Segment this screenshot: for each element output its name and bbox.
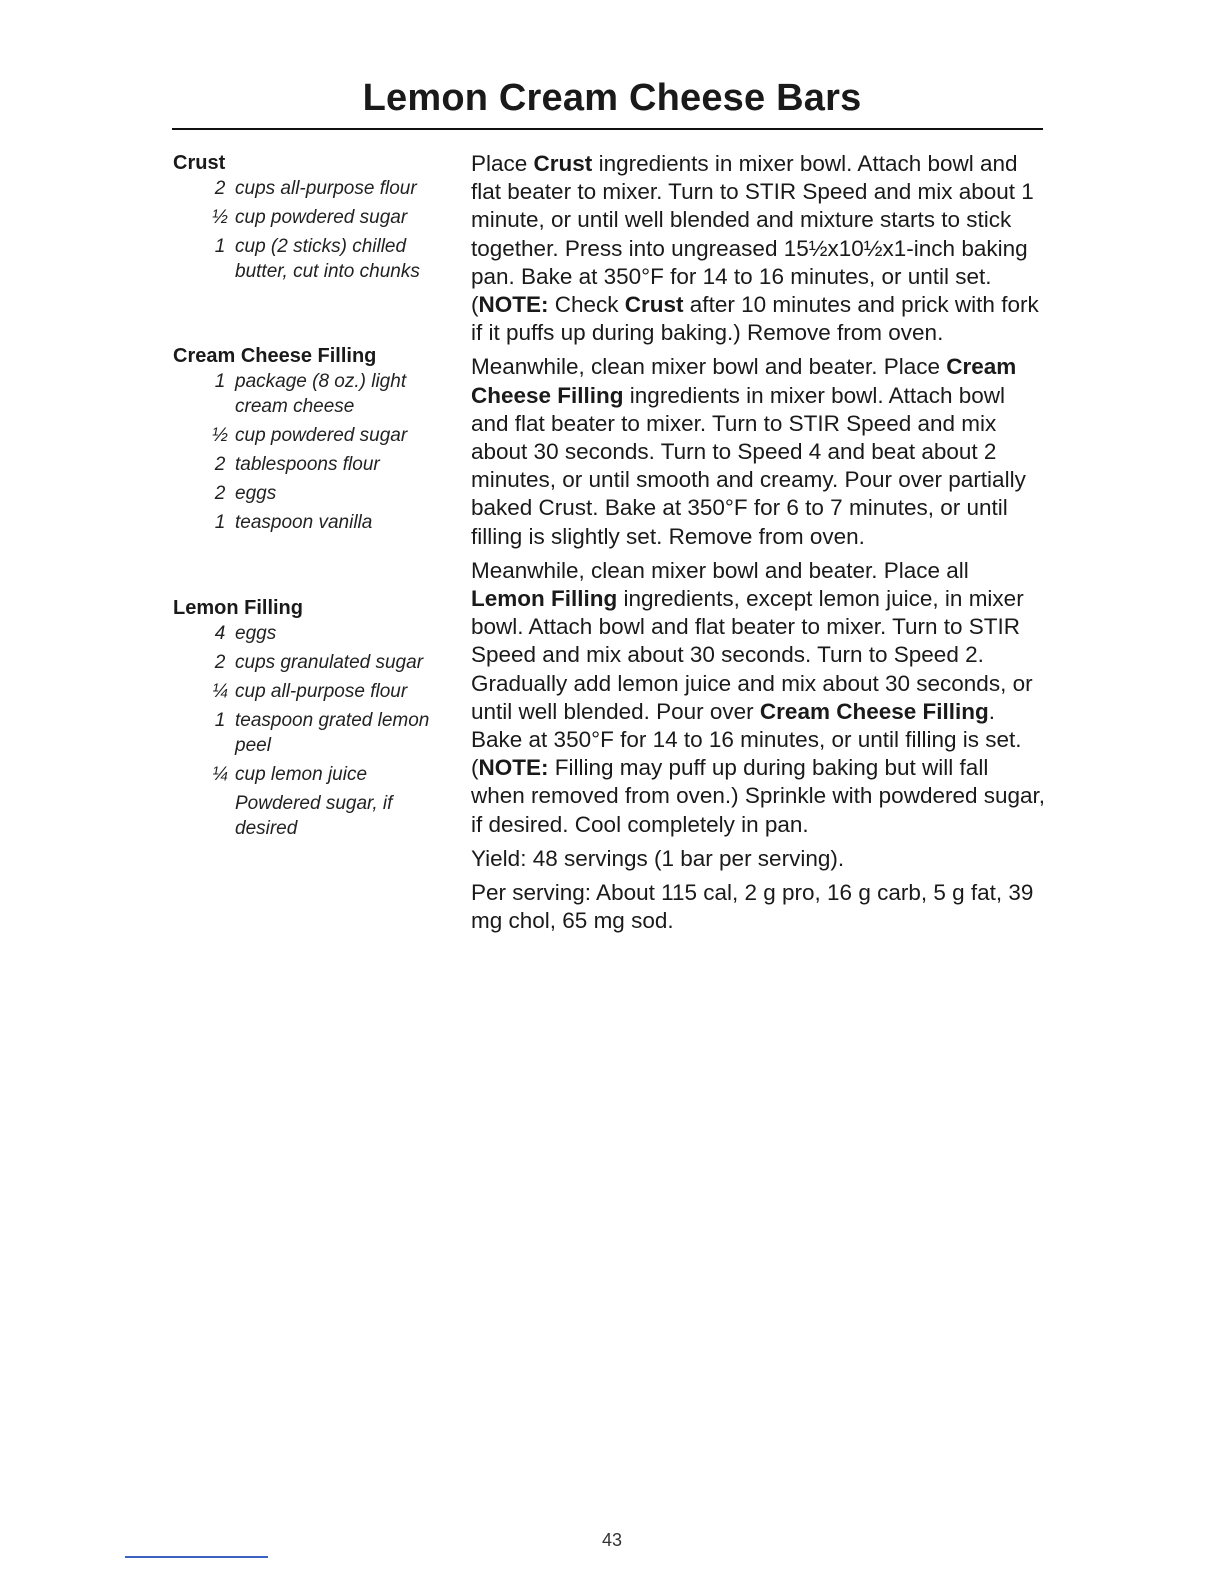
- ingredient-text: eggs: [235, 483, 277, 504]
- ingredient-qty: ½: [212, 425, 228, 446]
- bold-term: Lemon Filling: [471, 586, 618, 612]
- ingredient-qty: 2: [214, 178, 226, 199]
- crust-heading: Crust: [173, 152, 226, 174]
- ingredient-item: [173, 762, 448, 787]
- ingredient-text: package (8 oz.) light cream cheese: [235, 371, 407, 417]
- ingredients-column: [173, 150, 448, 845]
- note-label: NOTE:: [478, 755, 549, 781]
- text-run: Check: [548, 292, 625, 318]
- ingredient-qty: 1: [214, 512, 226, 533]
- lemon-filling-section: [173, 595, 448, 841]
- ingredient-qty: 1: [214, 710, 226, 731]
- ingredient-text: teaspoon grated lemon peel: [235, 710, 430, 756]
- lemon-filling-directions: [471, 557, 1046, 839]
- bold-term: Crust: [533, 151, 593, 176]
- ingredient-text: cup lemon juice: [235, 764, 368, 785]
- ingredient-qty: 2: [214, 454, 226, 475]
- bold-term: Cream Cheese Filling: [759, 698, 989, 724]
- ingredient-item: [173, 650, 448, 675]
- crust-directions: [471, 150, 1046, 347]
- ingredient-item: [173, 452, 448, 477]
- ingredient-qty: ¼: [212, 681, 228, 702]
- lemon-filling-ingredient-list: [173, 621, 448, 841]
- page-number: 43: [601, 1530, 623, 1550]
- ingredient-text: cup powdered sugar: [235, 207, 408, 228]
- text-run: ingredients in mixer bowl. Attach bowl and flat beater to mixer. Turn to STIR Speed and mix about 30 seconds. Turn to Speed 4 and beat about 2 minutes, or until smooth and creamy. Pour over partially baked Crust. Bake at 350°F for 6 to 7 minutes, or until filling is slightly set. Remove from oven.: [471, 382, 1026, 549]
- ingredient-item: [173, 510, 448, 535]
- bold-term: Crust: [624, 292, 684, 318]
- lemon-filling-heading: Lemon Filling: [173, 597, 303, 619]
- ingredient-qty: 2: [214, 483, 226, 504]
- ingredient-text: teaspoon vanilla: [235, 512, 373, 533]
- ingredient-item: [173, 481, 448, 506]
- ingredient-item: [173, 791, 448, 841]
- ingredient-qty: ¼: [212, 764, 228, 785]
- ingredient-text: Powdered sugar, if desired: [235, 793, 393, 839]
- ingredient-text: cups granulated sugar: [235, 652, 424, 673]
- ingredient-item: [173, 205, 448, 230]
- ingredient-item: [173, 679, 448, 704]
- bold-term: Cream Cheese Filling: [471, 354, 1017, 408]
- ingredient-qty: 1: [214, 236, 226, 257]
- page-title: Lemon Cream Cheese Bars: [362, 77, 862, 119]
- ingredient-item: [173, 234, 448, 284]
- footer-line: [125, 1556, 268, 1558]
- text-run: ingredients in mixer bowl. Attach bowl and flat beater to mixer. Turn to STIR Speed and mix about 1 minute, or until well blended and mixture starts to stick together. Press into ungreased 15½x10½x1-inch baking pan. Bake at 350°F for 14 to 16 minutes, or until set. (: [471, 151, 1034, 318]
- nutrition-text: Per serving: About 115 cal, 2 g pro, 16 g carb, 5 g fat, 39 mg chol, 65 mg sod.: [471, 880, 1034, 934]
- ingredient-qty: ½: [212, 207, 228, 228]
- ingredient-qty: 2: [214, 652, 226, 673]
- text-run: Meanwhile, clean mixer bowl and beater. Place: [471, 354, 947, 380]
- cream-cheese-directions: [471, 353, 1046, 550]
- ingredient-qty: 1: [214, 371, 226, 392]
- text-run: . Bake at 350°F for 14 to 16 minutes, or until filling is set. (: [471, 698, 1022, 781]
- text-run: after 10 minutes and prick with fork if it puffs up during baking.) Remove from oven.: [471, 292, 1039, 346]
- ingredient-item: [173, 369, 448, 419]
- text-run: ingredients, except lemon juice, in mixer bowl. Attach bowl and flat beater to mixer. Turn to STIR Speed and mix about 30 seconds. Turn to Speed 2. Gradually add lemon juice and mix about 30 seconds, or until well blended. Pour over: [471, 586, 1033, 724]
- directions-column: [471, 150, 1046, 941]
- ingredient-item: [173, 708, 448, 758]
- text-run: Filling may puff up during baking but will fall when removed from oven.) Sprinkle with powdered sugar, if desired. Cool completely in pan.: [471, 755, 1046, 837]
- ingredient-text: eggs: [235, 623, 277, 644]
- ingredient-item: [173, 176, 448, 201]
- yield-text: Yield: 48 servings (1 bar per serving).: [471, 845, 845, 871]
- ingredient-text: cups all-purpose flour: [235, 178, 417, 199]
- ingredient-text: cup powdered sugar: [235, 425, 408, 446]
- crust-section: [173, 150, 448, 284]
- ingredient-text: cup all-purpose flour: [235, 681, 408, 702]
- ingredient-item: [173, 423, 448, 448]
- text-run: Meanwhile, clean mixer bowl and beater. Place all: [471, 557, 969, 583]
- note-label: NOTE:: [478, 292, 549, 318]
- ingredient-text: tablespoons flour: [235, 454, 380, 475]
- ingredient-qty: 4: [214, 623, 226, 644]
- cream-cheese-heading: Cream Cheese Filling: [173, 345, 377, 367]
- cream-cheese-section: [173, 343, 448, 535]
- crust-ingredient-list: [173, 176, 448, 284]
- ingredient-item: [173, 621, 448, 646]
- cream-cheese-ingredient-list: [173, 369, 448, 535]
- title-rule: [172, 128, 1043, 130]
- text-run: Place: [471, 151, 534, 176]
- ingredient-text: cup (2 sticks) chilled butter, cut into chunks: [235, 236, 420, 282]
